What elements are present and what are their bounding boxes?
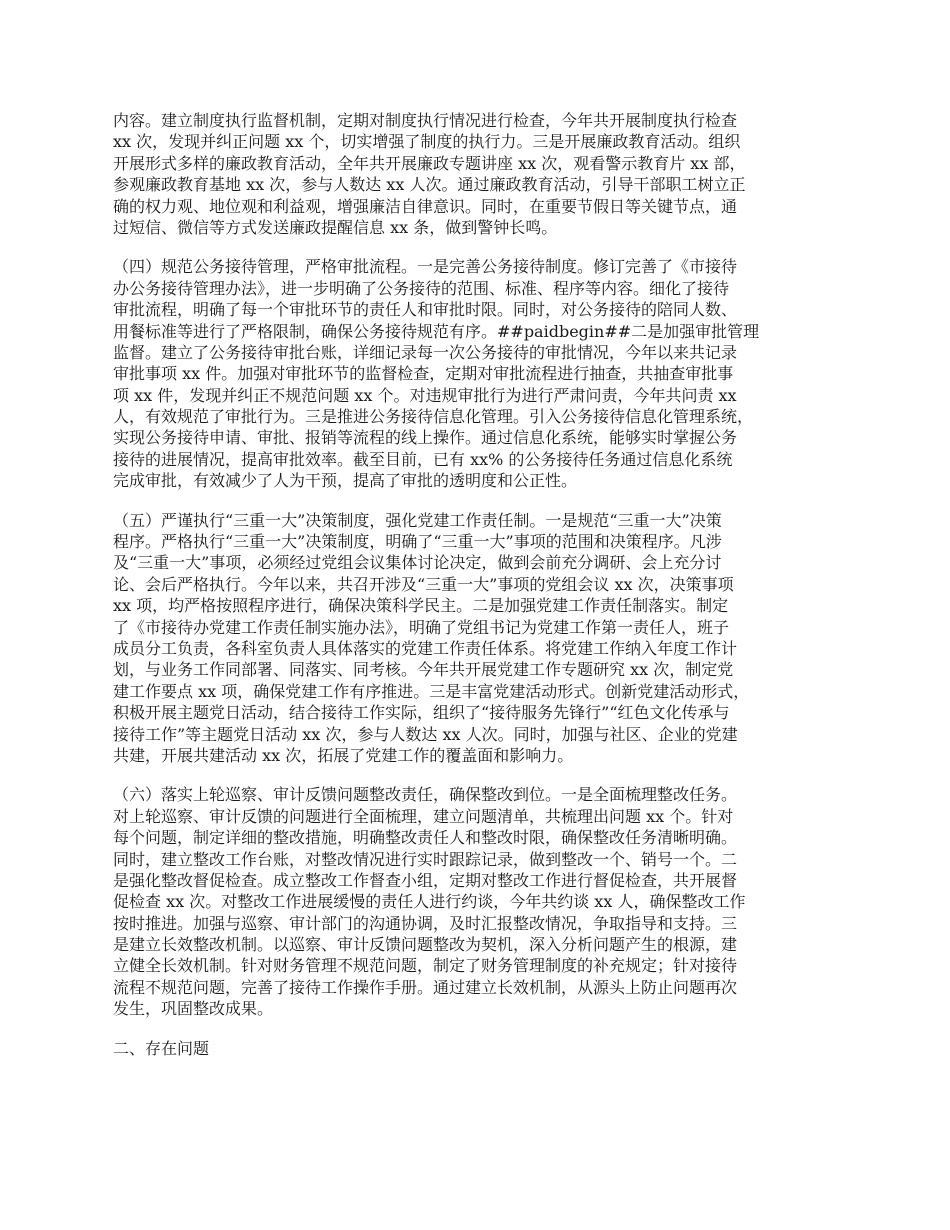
- text-line: xx 次，发现并纠正问题 xx 个，切实增强了制度的执行力。三是开展廉政教育活动。组织: [113, 132, 741, 152]
- text-line: 接待工作”等主题党日活动 xx 次，参与人数达 xx 人次。同时，加强与社区、企业的党建: [113, 724, 738, 744]
- document-page: [113, 110, 850, 1077]
- text-line: （五）严谨执行“三重一大”决策制度，强化党建工作责任制。一是规范“三重一大”决策: [113, 510, 722, 530]
- text-line: 同时，建立整改工作台账，对整改情况进行实时跟踪记录，做到整改一个、销号一个。二: [113, 849, 738, 869]
- text-line: 审批事项 xx 件。加强对审批环节的监督检查，定期对审批流程进行抽查，共抽查审批事: [113, 364, 734, 384]
- text-line: 内容。建立制度执行监督机制，定期对制度执行情况进行检查，今年共开展制度执行检查: [113, 111, 738, 130]
- text-line: 人，有效规范了审批行为。三是推进公务接待信息化管理。引入公务接待信息化管理系统，: [113, 407, 754, 427]
- text-line: 确的权力观、地位观和利益观，增强廉洁自律意识。同时，在重要节假日等关键节点，通: [113, 196, 738, 216]
- text-line: xx 项，均严格按照程序进行，确保决策科学民主。二是加强党建工作责任制落实。制定: [113, 596, 729, 616]
- paragraph-rectification: [113, 784, 850, 1019]
- section-heading: [113, 1038, 850, 1059]
- text-line: 完成审批，有效减少了人为干预，提高了审批的透明度和公正性。: [113, 471, 578, 491]
- text-line: 是强化整改督促检查。成立整改工作督查小组，定期对整改工作进行督促检查，共开展督: [113, 870, 738, 890]
- text-line: 促检查 xx 次。对整改工作进展缓慢的责任人进行约谈，今年共约谈 xx 人，确保整改工作: [113, 892, 746, 912]
- paragraph-decision-system: [113, 510, 850, 767]
- text-line: 流程不规范问题，完善了接待工作操作手册。通过建立长效机制，从源头上防止问题再次: [113, 977, 738, 997]
- text-line: 共建，开展共建活动 xx 次，拓展了党建工作的覆盖面和影响力。: [113, 745, 574, 765]
- section-heading-text: 二、存在问题: [113, 1038, 210, 1058]
- text-line: 审批流程，明确了每一个审批环节的责任人和审批时限。同时，对公务接待的陪同人数、: [113, 300, 738, 320]
- text-line: （六）落实上轮巡察、审计反馈问题整改责任，确保整改到位。一是全面梳理整改任务。: [113, 785, 738, 805]
- text-line: 了《市接待办党建工作责任制实施办法》，明确了党组书记为党建工作第一责任人，班子: [113, 617, 730, 637]
- text-line: 是建立长效整改机制。以巡察、审计反馈问题整改为契机，深入分析问题产生的根源，建: [113, 935, 738, 955]
- text-line: 成员分工负责，各科室负责人具体落实的党建工作责任体系。将党建工作纳入年度工作计: [113, 638, 738, 658]
- text-line: 接待的进展情况，提高审批效率。截至目前，已有 xx% 的公务接待任务通过信息化系统: [113, 449, 733, 469]
- text-line: 项 xx 件，发现并纠正不规范问题 xx 个。对违规审批行为进行严肃问责，今年共问责 xx: [113, 385, 737, 405]
- text-line: 及“三重一大”事项，必须经过党组会议集体讨论决定，做到会前充分调研、会上充分讨: [113, 553, 722, 573]
- text-line: 积极开展主题党日活动，结合接待工作实际，组织了“接待服务先锋行”“红色文化传承与: [113, 703, 730, 723]
- text-line: 立健全长效机制。针对财务管理不规范问题，制定了财务管理制度的补充规定；针对接待: [113, 956, 738, 976]
- paragraph-reception-management: [113, 256, 850, 491]
- text-line: 建工作要点 xx 项，确保党建工作有序推进。三是丰富党建活动形式。创新党建活动形式，: [113, 681, 750, 701]
- text-line: 用餐标准等进行了严格限制，确保公务接待规范有序。##paidbegin##二是加强审批管理: [113, 321, 760, 341]
- text-line: 监督。建立了公务接待审批台账，详细记录每一次公务接待的审批情况，今年以来共记录: [113, 342, 738, 362]
- text-line: 按时推进。加强与巡察、审计部门的沟通协调，及时汇报整改情况，争取指导和支持。三: [113, 913, 738, 933]
- text-line: 每个问题，制定详细的整改措施，明确整改责任人和整改时限，确保整改任务清晰明确。: [113, 828, 738, 848]
- text-line: 论、会后严格执行。今年以来，共召开涉及“三重一大”事项的党组会议 xx 次，决策事项: [113, 574, 734, 594]
- text-line: 办公务接待管理办法》，进一步明确了公务接待的范围、标准、程序等内容。细化了接待: [113, 278, 730, 298]
- text-line: 过短信、微信等方式发送廉政提醒信息 xx 条，做到警钟长鸣。: [113, 217, 558, 237]
- text-line: 划，与业务工作同部署、同落实、同考核。今年共开展党建工作专题研究 xx 次，制定党: [113, 660, 734, 680]
- text-line: 参观廉政教育基地 xx 次，参与人数达 xx 人次。通过廉政教育活动，引导干部职工树立正: [113, 175, 746, 195]
- text-line: 发生，巩固整改成果。: [113, 999, 274, 1019]
- paragraph-discipline-education: [113, 110, 850, 238]
- text-line: （四）规范公务接待管理，严格审批流程。一是完善公务接待制度。修订完善了《市接待: [113, 257, 738, 277]
- text-line: 实现公务接待申请、审批、报销等流程的线上操作。通过信息化系统，能够实时掌握公务: [113, 428, 738, 448]
- text-line: 程序。严格执行“三重一大”决策制度，明确了“三重一大”事项的范围和决策程序。凡涉: [113, 532, 722, 552]
- text-line: 对上轮巡察、审计反馈的问题进行全面梳理，建立问题清单，共梳理出问题 xx 个。针对: [113, 806, 734, 826]
- text-line: 开展形式多样的廉政教育活动，全年共开展廉政专题讲座 xx 次，观看警示教育片 xx 部，: [113, 153, 746, 173]
